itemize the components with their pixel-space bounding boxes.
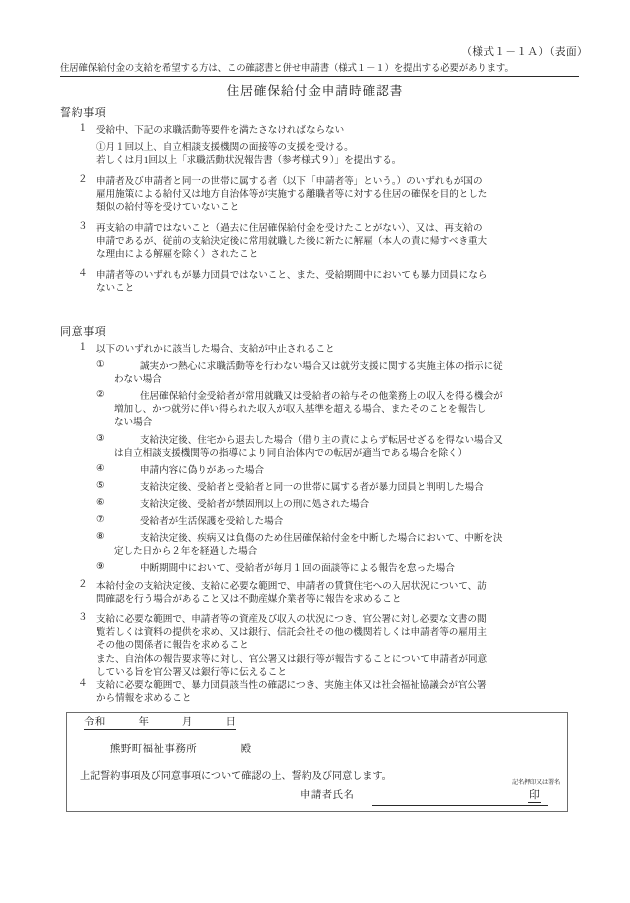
consent-item-1-body bbox=[96, 343, 596, 356]
pledge-item-3-number: ３ bbox=[78, 221, 88, 232]
consent-subitem-7 bbox=[96, 515, 624, 528]
consent-subitem-5 bbox=[96, 481, 624, 494]
applicant-name-input[interactable] bbox=[372, 791, 548, 806]
text-line: 申請者等のいずれもが暴力団員ではないこと、また、受給期間中においても暴力団員になら bbox=[96, 270, 488, 281]
seal-stamp-mark[interactable]: 印 bbox=[529, 789, 540, 801]
text-line: 支給に必要な範囲で、暴力団員該当性の確認につき、実施主体又は社会福祉協議会が官公署 bbox=[96, 680, 487, 691]
pledge-item-1-body bbox=[96, 124, 596, 137]
pledge-item-1 bbox=[78, 124, 596, 137]
pledge-item-3-body bbox=[96, 222, 598, 262]
text-line: 申請内容に偽りがあった場合 bbox=[140, 465, 264, 476]
form-code-label: （様式１－１Ａ）（表面） bbox=[461, 47, 588, 58]
text-line: 本給付金の支給決定後、支給に必要な範囲で、申請者の賃貸住宅への入居状況について、訪 bbox=[96, 581, 487, 592]
consent-item-2-number: ２ bbox=[78, 579, 88, 590]
submission-notice: 住居確保給付金の支給を希望する方は、この確認書と併せ申請書（様式１－１）を提出する必要があります。 bbox=[60, 65, 579, 77]
consent-subitem-8-body bbox=[114, 532, 624, 558]
text-line: 類似の給付等を受けていないこと bbox=[96, 202, 240, 214]
text-line: ない場合 bbox=[114, 417, 153, 429]
text-line: 問確認を行う場合があること又は不動産媒介業者等に報告を求めること bbox=[96, 594, 402, 606]
text-line: また、自治体の報告要求等に対し、官公署又は銀行等が報告することについて申請者が同意 bbox=[96, 653, 488, 665]
consent-subitem-9 bbox=[96, 562, 624, 575]
text-line: 定した日から２年を経過した場合 bbox=[114, 546, 258, 558]
pledge-item-2-body bbox=[96, 175, 598, 215]
pledge-item-4 bbox=[78, 269, 598, 295]
consent-item-2-body bbox=[96, 580, 598, 606]
consent-subitem-8-number: ⑧ bbox=[96, 531, 105, 542]
text-line: 覧若しくは資料の提供を求め、又は銀行、信託会社その他の機関若しくは申請者等の雇用主 bbox=[96, 627, 487, 639]
pledge-item-4-body bbox=[96, 269, 598, 295]
text-line: 支給に必要な範囲で、申請者等の資産及び収入の状況につき、官公署に対し必要な文書の閲 bbox=[96, 614, 487, 625]
consent-item-4-number: ４ bbox=[78, 678, 88, 689]
text-line: から情報を求めること bbox=[96, 693, 192, 705]
text-line: 申請であるが、従前の支給決定後に常用就職した後に新たに解雇（本人の責に帰すべき重大 bbox=[96, 236, 488, 248]
consent-item-2 bbox=[78, 580, 598, 606]
confirmation-statement: 上記誓約事項及び同意事項について確認の上、誓約及び同意します。 bbox=[80, 771, 392, 782]
consent-item-3-body bbox=[96, 613, 598, 679]
consent-subitem-2-body bbox=[114, 390, 624, 430]
pledge-item-1-sub-1-body bbox=[96, 141, 576, 167]
text-line: 受給者が生活保護を受給した場合 bbox=[140, 516, 284, 527]
text-line: その他の関係者に報告を求めること bbox=[96, 640, 249, 652]
consent-subitem-3-body bbox=[114, 434, 624, 460]
consent-subitem-6 bbox=[96, 498, 624, 511]
consent-item-4-body bbox=[96, 679, 598, 705]
seal-instruction-note: 記名押印又は署名 bbox=[512, 779, 560, 786]
consent-subitem-4 bbox=[96, 464, 624, 477]
text-line: 支給決定後、受給者と受給者と同一の世帯に属する者が暴力団員と判明した場合 bbox=[140, 482, 484, 493]
text-line: 支給決定後、疾病又は負傷のため住居確保給付金を中断した場合において、中断を決 bbox=[140, 533, 503, 544]
text-line: ないこと bbox=[96, 283, 135, 295]
consent-subitem-8 bbox=[96, 532, 624, 558]
consent-subitem-7-number: ⑦ bbox=[96, 514, 105, 525]
page-title: 住居確保給付金申請時確認書 bbox=[226, 84, 404, 98]
consent-subitem-9-number: ⑨ bbox=[96, 561, 105, 572]
consent-item-3-number: ３ bbox=[78, 612, 88, 623]
text-line: 再支給の申請ではないこと（過去に住居確保給付金を受けたことがない）、又は、再支給の bbox=[96, 223, 483, 234]
text-line: 支給決定後、受給者が禁固刑以上の刑に処された場合 bbox=[140, 499, 370, 510]
text-line: 受給中、下記の求職活動等要件を満たさなければならない bbox=[96, 125, 345, 136]
pledge-item-2-number: ２ bbox=[78, 174, 88, 185]
text-run: 月１回以上、自立相談支援機関の面接等の支援を受ける。 bbox=[105, 142, 354, 153]
pledge-item-3 bbox=[78, 222, 598, 262]
date-field[interactable]: 令和 年 月 日 bbox=[84, 718, 236, 730]
section-heading-consent: 同意事項 bbox=[60, 326, 107, 338]
pledge-sub-number: ① bbox=[96, 142, 106, 153]
consent-subitem-1-number: ① bbox=[96, 359, 105, 370]
text-line: 増加し、かつ就労に伴い得られた収入が収入基準を超える場合、またそのことを報告し bbox=[114, 404, 487, 416]
text-line: な理由による解雇を除く）されたこと bbox=[96, 249, 259, 261]
pledge-item-2 bbox=[78, 175, 598, 215]
consent-subitem-2 bbox=[96, 390, 624, 430]
text-line: 誠実かつ熱心に求職活動等を行わない場合又は就労支援に関する実施主体の指示に従 bbox=[140, 361, 503, 372]
consent-subitem-4-body bbox=[140, 464, 624, 477]
text-line bbox=[96, 141, 576, 154]
text-line: わない場合 bbox=[114, 374, 162, 386]
applicant-name-label: 申請者氏名 bbox=[300, 790, 355, 801]
consent-subitem-6-number: ⑥ bbox=[96, 497, 105, 508]
consent-subitem-1-body bbox=[114, 360, 624, 386]
text-line: 若しくは月1回以上「求職活動状況報告書（参考様式９）」を提出する。 bbox=[96, 155, 402, 167]
consent-item-3 bbox=[78, 613, 598, 679]
text-line: 支給決定後、住宅から退去した場合（借り主の責によらず転居せざるを得ない場合又 bbox=[140, 435, 503, 446]
text-line: は自立相談支援機関等の指導により同自治体内での転居が適当である場合を除く） bbox=[114, 448, 468, 460]
consent-item-4 bbox=[78, 679, 598, 705]
text-line: 申請者及び申請者と同一の世帯に属する者（以下「申請者等」という。）のいずれもが国の bbox=[96, 176, 483, 187]
text-line: 以下のいずれかに該当した場合、支給が中止されること bbox=[96, 344, 335, 355]
consent-item-1-number: １ bbox=[78, 342, 88, 353]
text-line: 中断期間中において、受給者が毎月１回の面談等による報告を怠った場合 bbox=[140, 563, 455, 574]
consent-subitem-1 bbox=[96, 360, 624, 386]
pledge-item-4-number: ４ bbox=[78, 268, 88, 279]
consent-subitem-5-number: ⑤ bbox=[96, 480, 105, 491]
consent-subitem-3-number: ③ bbox=[96, 433, 105, 444]
consent-subitem-5-body bbox=[140, 481, 624, 494]
consent-item-1 bbox=[78, 343, 596, 356]
text-line: 雇用施策による給付又は地方自治体等が実施する離職者等に対する住居の確保を目的とした bbox=[96, 189, 488, 201]
consent-subitem-3 bbox=[96, 434, 624, 460]
text-line: 住居確保給付金受給者が常用就職又は受給者の給与その他業務上の収入を得る機会が bbox=[140, 391, 503, 402]
consent-subitem-2-number: ② bbox=[96, 389, 105, 400]
pledge-item-1-sub-1 bbox=[96, 141, 576, 167]
consent-subitem-4-number: ④ bbox=[96, 463, 105, 474]
pledge-item-1-number: １ bbox=[78, 123, 88, 134]
section-heading-pledge: 誓約事項 bbox=[60, 107, 107, 119]
consent-subitem-6-body bbox=[140, 498, 624, 511]
consent-subitem-9-body bbox=[140, 562, 624, 575]
text-line: している旨を官公署又は銀行等に伝えること bbox=[96, 666, 287, 678]
consent-subitem-7-body bbox=[140, 515, 624, 528]
addressee-office: 熊野町福祉事務所 殿 bbox=[110, 744, 252, 755]
